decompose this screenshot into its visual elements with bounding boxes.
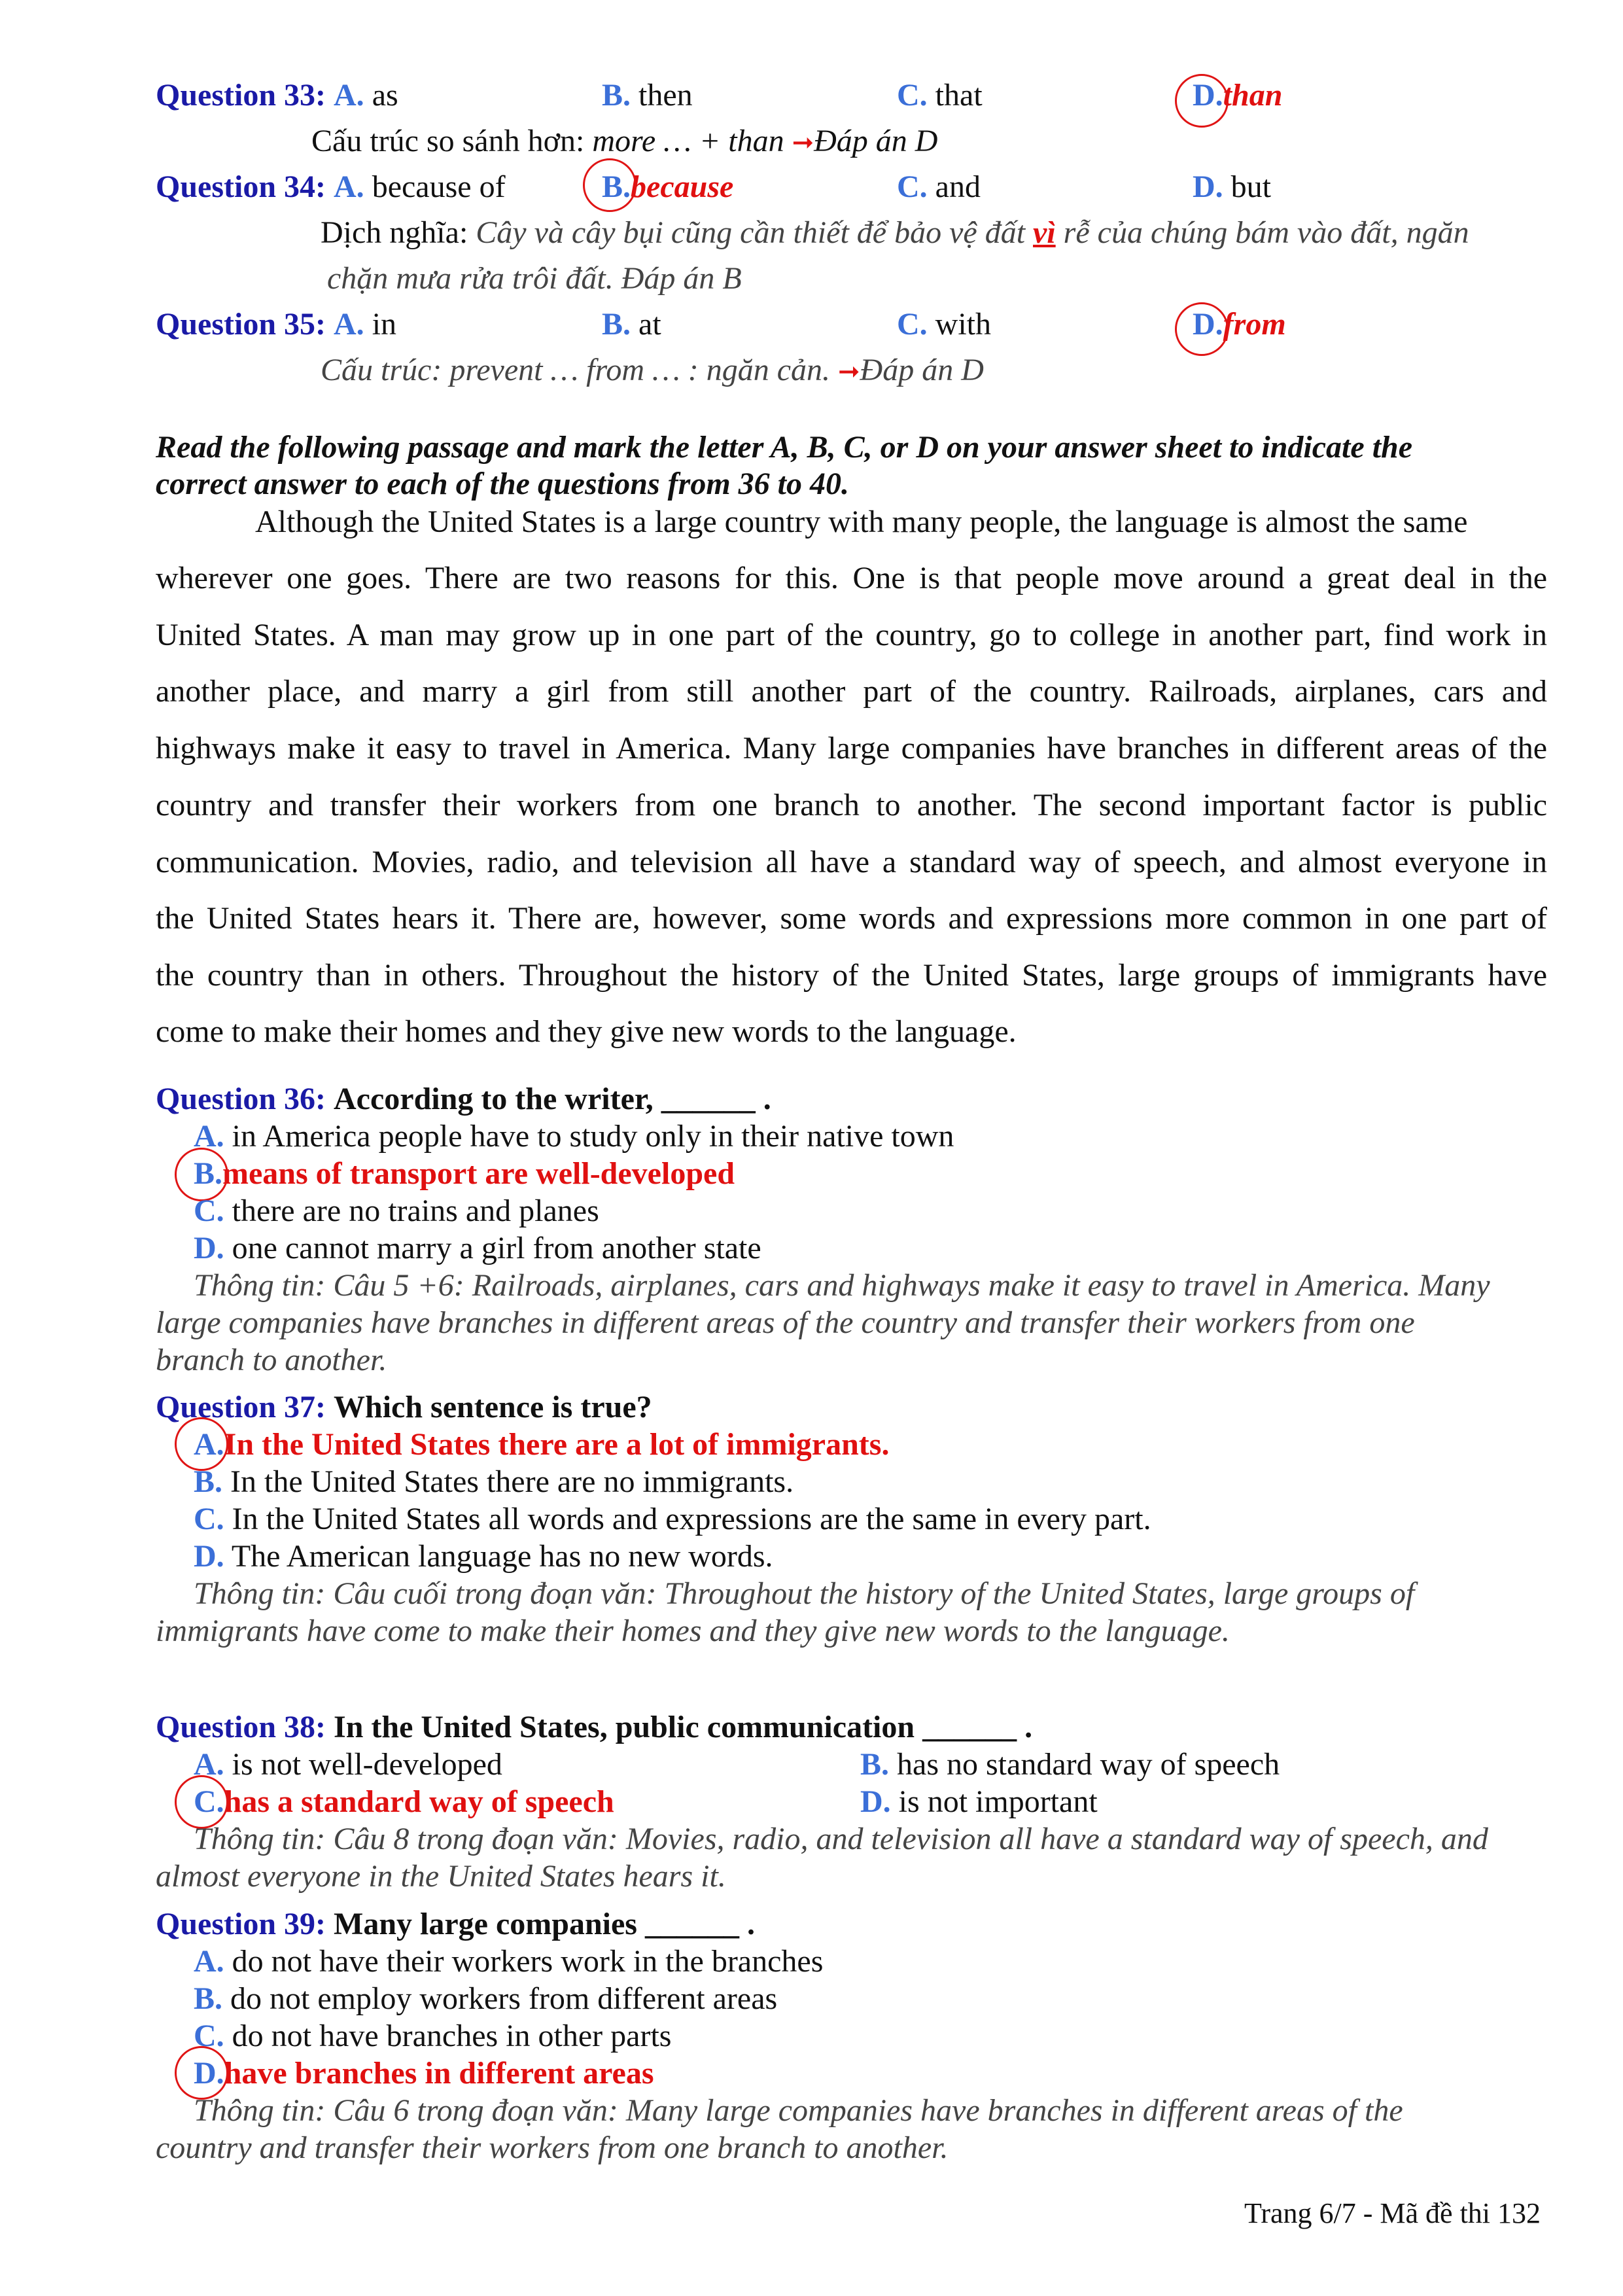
question-stem: Which sentence is true?	[334, 1390, 652, 1424]
explanation-answer: Đáp án D	[860, 353, 984, 387]
passage-line: highways make it easy to travel in America. Many large companies have branches in different areas of the	[156, 731, 1547, 766]
passage-line: come to make their homes and they give new words to the language.	[156, 1014, 1017, 1049]
answer-circle	[175, 2046, 228, 2100]
q37-info-line: Thông tin: Câu cuối trong đoạn văn: Throughout the history of the United States, large groups of	[194, 1576, 1415, 1611]
option-letter: C.	[194, 1193, 224, 1228]
option-letter: A.	[194, 1427, 224, 1462]
option-letter: D.	[1193, 78, 1223, 113]
q36-option-c	[194, 1193, 599, 1229]
question-label: Question 37:	[156, 1390, 326, 1424]
option-text: In the United States there are no immigrants.	[230, 1464, 794, 1499]
q36-info-line: Thông tin: Câu 5 +6: Railroads, airplanes, cars and highways make it easy to travel in America. Many	[194, 1268, 1490, 1303]
option-text: in America people have to study only in their native town	[232, 1119, 954, 1154]
explanation-text: Cấu trúc: prevent … from … : ngăn cản.	[321, 353, 831, 387]
q34-explanation-2: chặn mưa rửa trôi đất. Đáp án B	[327, 261, 742, 296]
q39-info-line: Thông tin: Câu 6 trong đoạn văn: Many large companies have branches in different areas of the	[194, 2093, 1403, 2128]
option-letter: B.	[602, 78, 631, 113]
arrow-icon: ➞	[792, 128, 814, 157]
option-text: because of	[372, 169, 506, 204]
q39-info-line: country and transfer their workers from one branch to another.	[156, 2130, 949, 2165]
q34-row	[156, 169, 506, 205]
question-label: Question 34:	[156, 169, 326, 204]
q39-option-c	[194, 2018, 671, 2055]
option-letter: C.	[897, 169, 928, 204]
question-label: Question 33:	[156, 78, 326, 113]
explanation-text: rễ của chúng bám vào đất, ngăn	[1055, 215, 1469, 250]
option-letter: B.	[602, 169, 631, 204]
question-label: Question 36:	[156, 1082, 326, 1116]
option-text: at	[638, 307, 661, 342]
q38-option-c	[194, 1784, 614, 1820]
explanation-formula: more … + than	[592, 124, 784, 158]
instruction-line-2: correct answer to each of the questions from 36 to 40.	[156, 467, 850, 501]
q36-option-b	[194, 1156, 735, 1192]
explanation-answer: Đáp án D	[814, 124, 938, 158]
q39-option-b	[194, 1981, 777, 2017]
q37-info-line: immigrants have come to make their homes and they give new words to the language.	[156, 1614, 1230, 1648]
passage-line: Although the United States is a large country with many people, the language is almost the same	[255, 504, 1468, 539]
option-letter: A.	[194, 1944, 224, 1979]
q37-option-a	[194, 1426, 889, 1463]
answer-circle	[1175, 302, 1229, 356]
q38-option-a	[194, 1746, 502, 1783]
option-text: but	[1230, 169, 1272, 204]
passage-line: country and transfer their workers from one branch to another. The second important factor is public	[156, 788, 1547, 822]
option-letter: B.	[602, 307, 631, 342]
correct-answer-text: have branches in different areas	[224, 2056, 654, 2091]
q33-row	[156, 77, 398, 114]
option-letter: B.	[194, 1981, 223, 2016]
option-letter: C.	[194, 2019, 224, 2053]
q34-option-d	[1193, 169, 1271, 205]
option-text: is not well-developed	[232, 1747, 502, 1782]
option-text: that	[935, 78, 983, 113]
q36-stem	[156, 1081, 771, 1118]
q35-explanation	[321, 352, 984, 390]
q38-info-line: almost everyone in the United States hears it.	[156, 1859, 726, 1894]
q35-option-c	[897, 306, 991, 343]
correct-answer-text: means of transport are well-developed	[222, 1156, 735, 1191]
option-text: do not have their workers work in the branches	[232, 1944, 824, 1979]
correct-answer-text: than	[1223, 78, 1283, 113]
q37-option-b	[194, 1464, 794, 1500]
answer-circle	[1175, 74, 1229, 128]
q36-info-line: large companies have branches in different areas of the country and transfer their workers from one	[156, 1305, 1415, 1340]
option-letter: C.	[897, 78, 928, 113]
option-text: has no standard way of speech	[897, 1747, 1280, 1782]
answer-circle	[583, 158, 637, 212]
option-letter: B.	[860, 1747, 890, 1782]
passage-line: communication. Movies, radio, and television all have a standard way of speech, and almost everyone in	[156, 845, 1547, 879]
passage-line: another place, and marry a girl from still another part of the country. Railroads, airplanes, cars and	[156, 674, 1547, 709]
option-text: as	[372, 78, 398, 113]
passage-line: the United States hears it. There are, however, some words and expressions more common in one part of	[156, 901, 1547, 936]
q35-row	[156, 306, 396, 343]
q36-option-d	[194, 1230, 761, 1267]
arrow-icon: ➞	[838, 357, 860, 386]
q38-stem	[156, 1709, 1032, 1746]
passage-line: the country than in others. Throughout the history of the United States, large groups of immigrants have	[156, 958, 1547, 993]
q33-option-c	[897, 77, 983, 114]
option-letter: D.	[194, 1231, 224, 1265]
option-letter: D.	[860, 1784, 891, 1819]
option-text: do not employ workers from different areas	[230, 1981, 778, 2016]
q37-option-d	[194, 1538, 773, 1575]
q35-option-b	[602, 306, 661, 343]
q37-option-c	[194, 1501, 1151, 1538]
correct-answer-text: because	[631, 169, 734, 204]
option-letter: A.	[334, 307, 364, 342]
option-text: one cannot marry a girl from another state	[232, 1231, 761, 1265]
option-text: is not important	[898, 1784, 1098, 1819]
passage-line: wherever one goes. There are two reasons for this. One is that people move around a great deal in the	[156, 561, 1547, 595]
question-stem: Many large companies ______ .	[334, 1907, 755, 1941]
option-letter: A.	[194, 1119, 224, 1154]
option-letter: C.	[897, 307, 928, 342]
q39-option-a	[194, 1943, 823, 1980]
option-text: with	[935, 307, 992, 342]
question-stem: In the United States, public communication ______ .	[334, 1710, 1033, 1744]
option-text: in	[372, 307, 397, 342]
option-letter: D.	[194, 2056, 224, 2091]
q38-option-b	[860, 1746, 1280, 1783]
option-letter: A.	[194, 1747, 224, 1782]
q39-option-d	[194, 2055, 654, 2092]
q34-explanation	[321, 215, 1469, 251]
explanation-keyword: vì	[1033, 215, 1056, 250]
passage-line: United States. A man may grow up in one part of the country, go to college in another part, find work in	[156, 618, 1547, 652]
q33-explanation	[311, 123, 937, 161]
q36-option-a	[194, 1118, 954, 1155]
explanation-prefix: Cấu trúc so sánh hơn:	[311, 124, 593, 158]
option-letter: D.	[1193, 169, 1223, 204]
q38-info-line: Thông tin: Câu 8 trong đoạn văn: Movies, radio, and television all have a standard way of speech, and	[194, 1822, 1488, 1856]
option-letter: C.	[194, 1502, 224, 1536]
option-letter: A.	[334, 78, 364, 113]
option-letter: B.	[194, 1464, 223, 1499]
q34-option-c	[897, 169, 981, 205]
question-label: Question 38:	[156, 1710, 326, 1744]
q37-stem	[156, 1389, 652, 1426]
option-text: The American language has no new words.	[231, 1539, 773, 1574]
option-letter: D.	[1193, 307, 1223, 342]
option-text: In the United States all words and expressions are the same in every part.	[232, 1502, 1151, 1536]
correct-answer-text: has a standard way of speech	[224, 1784, 614, 1819]
option-text: and	[935, 169, 981, 204]
question-stem: According to the writer, ______ .	[334, 1082, 771, 1116]
correct-answer-text: from	[1223, 307, 1286, 342]
q38-option-d	[860, 1784, 1098, 1820]
option-letter: A.	[334, 169, 364, 204]
q33-option-b	[602, 77, 693, 114]
explanation-text: Cây và cây bụi cũng cần thiết để bảo vệ đất	[476, 215, 1034, 250]
option-text: do not have branches in other parts	[232, 2019, 672, 2053]
answer-circle	[175, 1417, 228, 1471]
option-text: then	[638, 78, 693, 113]
q36-info-line: branch to another.	[156, 1343, 387, 1377]
page-footer: Trang 6/7 - Mã đề thi 132	[1244, 2197, 1541, 2229]
question-label: Question 39:	[156, 1907, 326, 1941]
q39-stem	[156, 1906, 755, 1943]
option-letter: C.	[194, 1784, 224, 1819]
option-letter: B.	[194, 1156, 223, 1191]
option-text: there are no trains and planes	[232, 1193, 599, 1228]
explanation-prefix: Dịch nghĩa:	[321, 215, 476, 250]
correct-answer-text: In the United States there are a lot of immigrants.	[224, 1427, 890, 1462]
instruction-line-1: Read the following passage and mark the letter A, B, C, or D on your answer sheet to indicate the	[156, 430, 1413, 465]
option-letter: D.	[194, 1539, 224, 1574]
question-label: Question 35:	[156, 307, 326, 342]
